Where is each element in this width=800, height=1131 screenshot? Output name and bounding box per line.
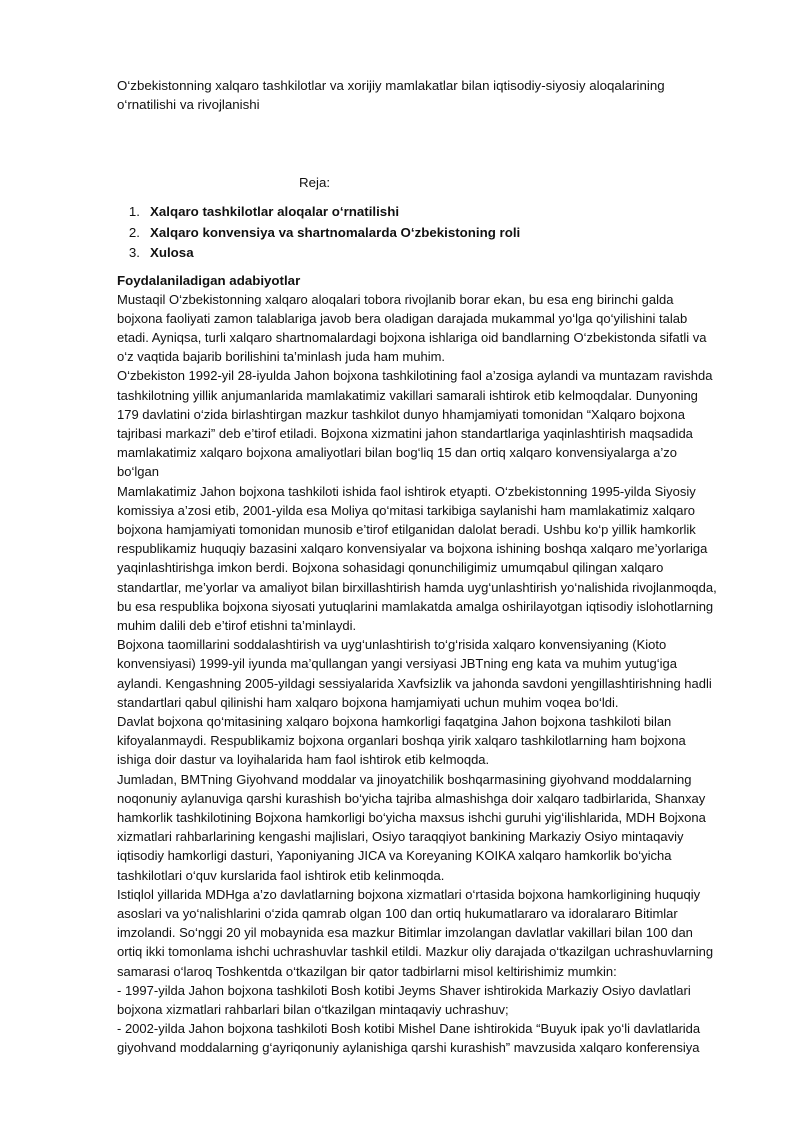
plan-item-number: 1. [128, 204, 140, 219]
paragraph: - 2002-yilda Jahon bojxona tashkiloti Bosh kotibi Mishel Dane ishtirokida “Buyuk ipak yo‘li davlatlarida giyohvand moddalarning g‘ayriqonuniy aylanishiga qarshi kurashish” mavzusida xalqaro konferensiya [117, 1021, 701, 1056]
paragraph: Jumladan, BMTning Giyohvand moddalar va jinoyatchilik boshqarmasining giyohvand moddalarning noqonuniy aylanuviga qarshi kurashish bo‘yicha tajriba almashishga doir xalqaro tadbirlarida, Shanxay hamkorlik tashkilotining Bojxona hamkorligi bo‘yicha maxsus ishchi guruhi yig‘ilishlarida, MDH Bojxona xizmatlari rahbarlarining kengashi majlislari, Osiyo taraqqiyot bankining Markaziy Osiyo mintaqaviy iqtisodiy hamkorligi dasturi, Yaponiyaning JICA va Koreyaning KOIKA xalqaro hamkorlik bo‘yicha tashkilotlari o‘quv kurslarida faol ishtirok etib kelinmoqda. [117, 771, 706, 883]
paragraph: Istiqlol yillarida MDHga a’zo davlatlarning bojxona xizmatlari o‘rtasida bojxona hamkorligining huquqiy asoslari va yo‘nalishlarini o‘zida qamrab olgan 100 dan ortiq hukumatlararo va idoralararo Bitimlar imzolandi. So‘nggi 20 yil mobaynida esa mazkur Bitimlar imzolangan davlatlar vakillari bilan 100 dan ortiq ikki tomonlama ishchi uchrashuvlar tashkil etildi. Mazkur oliy darajada o‘tkazilgan uchrashuvlarning samarasi o‘laroq Toshkentda o‘tkazilgan bir qator tadbirlarni misol keltirishimiz mumkin: [117, 886, 714, 979]
plan-item-text: Xalqaro konvensiya va shartnomalarda O‘zbekistoning roli [150, 224, 521, 240]
paragraph: O‘zbekiston 1992-yil 28-iyulda Jahon bojxona tashkilotining faol a’zosiga aylandi va muntazam ravishda tashkilotning yillik anjumanlarida mamlakatimiz vakillari samarali ishtirok etib kelmoqdalar. Dunyoning 179 davlatini o‘zida birlashtirgan mazkur tashkilot dunyo hhamjamiyati tomonidan “Xalqaro bojxona tajribasi markazi” deb e’tirof etiladi. Bojxona xizmatini jahon standartlariga yaqinlashtirish maqsadida mamlakatimiz xalqaro bojxona amaliyotlari bilan bog‘liq 15 dan ortiq xalqaro konvensiyalarga a’zo bo‘lgan [117, 368, 713, 480]
document-body [117, 76, 717, 1058]
paragraph: Davlat bojxona qo‘mitasining xalqaro bojxona hamkorligi faqatgina Jahon bojxona tashkiloti bilan kifoyalanmaydi. Respublikamiz bojxona organlari boshqa yirik xalqaro tashkilotlarning ham bojxona ishiga doir dastur va loyihalarida ham faol ishtirok etib kelmoqda. [117, 713, 686, 768]
paragraph: Mustaqil O‘zbekistonning xalqaro aloqalari tobora rivojlanib borar ekan, bu esa eng birinchi galda bojxona faoliyati zamon talablariga javob bera oladigan darajada mukammal yo‘lga qo‘yilishini talab etadi. Ayniqsa, turli xalqaro shartnomalardagi bojxona ishlariga oid bandlarning O‘zbekistonda sifatli va o‘z vaqtida bajarib borilishini ta’minlash juda ham muhim. [117, 291, 707, 365]
plan-item [117, 223, 717, 244]
plan-item-text: Xalqaro tashkilotlar aloqalar o‘rnatilishi [150, 204, 400, 219]
plan-item-number: 3. [128, 245, 140, 260]
plan-item-number: 2. [128, 224, 140, 240]
document-title: O‘zbekistonning xalqaro tashkilotlar va xorijiy mamlakatlar bilan iqtisodiy-siyosiy aloqalarining o‘rnatilishi va rivojlanishi [117, 78, 665, 112]
paragraph: Bojxona taomillarini soddalashtirish va uyg‘unlashtirish to‘g‘risida xalqaro konvensiyaning (Kioto konvensiyasi) 1999-yil iyunda ma’qullangan yangi versiyasi JBTning eng kata va muhim yutug‘iga aylandi. Kengashning 2005-yildagi sessiyalarida Xavfsizlik va jahonda savdoni yengillashtirishning hadli standartlari qabul qilinishi ham xalqaro bojxona hamjamiyati uchun muhim voqea bo‘ldi. [117, 637, 712, 710]
paragraph: - 1997-yilda Jahon bojxona tashkiloti Bosh kotibi Jeyms Shaver ishtirokida Markaziy Osiyo davlatlari bojxona xizmatlari rahbarlari bilan o‘tkazilgan mintaqaviy uchrashuv; [117, 982, 691, 1018]
plan-item [117, 202, 717, 223]
plan-heading: Reja: [299, 175, 331, 190]
references-heading: Foydalaniladigan adabiyotlar [117, 272, 301, 288]
plan-item [117, 243, 717, 264]
plan-item-text: Xulosa [150, 245, 194, 260]
paragraph: Mamlakatimiz Jahon bojxona tashkiloti ishida faol ishtirok etyapti. O‘zbekistonning 1995-yilda Siyosiy komissiya a’zosi etib, 2001-yilda esa Moliya qo‘mitasi tarkibiga saylanishi ham mamlakatimiz xalqaro bojxona hamjamiyati tomonidan munosib e’tirof etilganidan dalolat beradi. Ushbu ko‘p yillik hamkorlik respublikamiz huquqiy bazasini xalqaro konvensiyalar va bojxona ishining boshqa xalqaro me’yorlariga yaqinlashtirishga imkon berdi. Bojxona sohasidagi qonunchiligimiz umumqabul qilingan xalqaro standartlar, me’yorlar va amaliyot bilan birxillashtirish hamda uyg‘unlashtirish yo‘nalishida rivojlanmoqda, bu esa respublika bojxona siyosati yutuqlarini mamlakatda amalga oshirilayotgan iqtisodiy islohotlarning muhim dalili deb e’tirof etishni ta’minlaydi. [117, 483, 717, 633]
plan-list [117, 202, 717, 264]
body-text [117, 290, 717, 1058]
